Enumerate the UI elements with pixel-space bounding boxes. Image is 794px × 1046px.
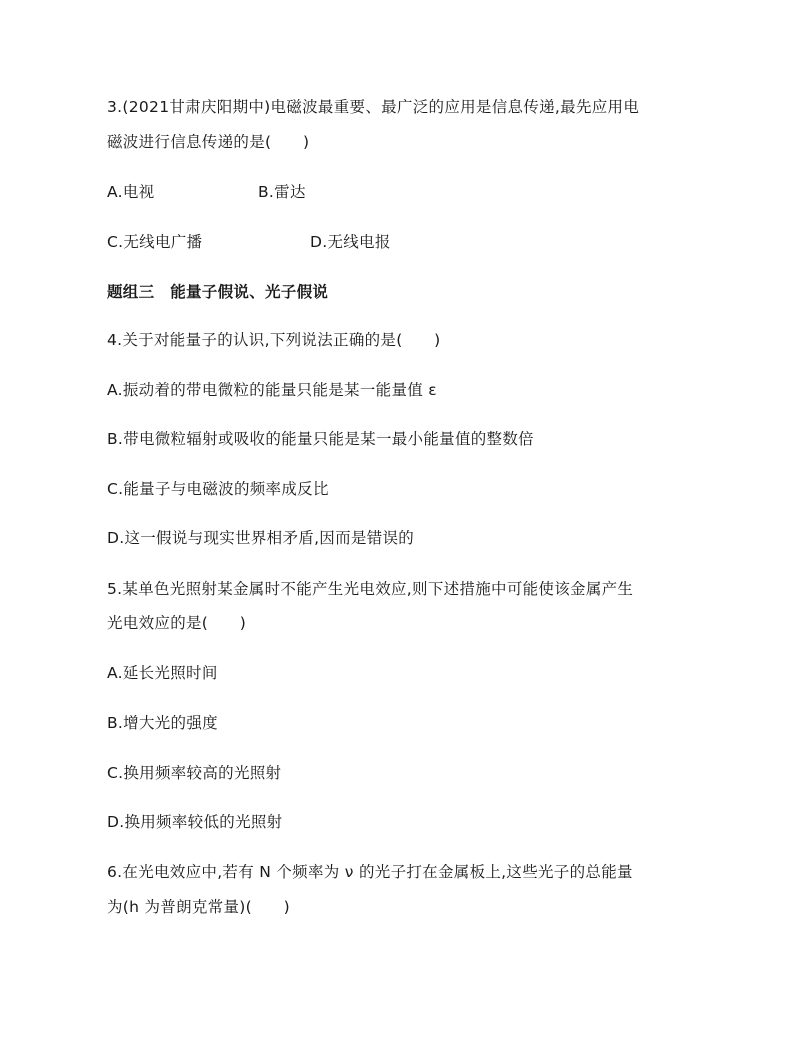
group3-heading: 题组三 能量子假说、光子假说 xyxy=(107,283,329,301)
q5-option-b: B.增大光的强度 xyxy=(107,714,218,732)
q5-stem-line1: 5.某单色光照射某金属时不能产生光电效应,则下述措施中可能使该金属产生 xyxy=(107,580,634,598)
q3-stem-line2: 磁波进行信息传递的是( ) xyxy=(107,133,310,151)
q5-stem-line2: 光电效应的是( ) xyxy=(107,614,247,632)
q4-option-a: A.振动着的带电微粒的能量只能是某一能量值 ε xyxy=(107,381,437,399)
q5-option-c: C.换用频率较高的光照射 xyxy=(107,764,282,782)
q4-stem: 4.关于对能量子的认识,下列说法正确的是( ) xyxy=(107,331,441,349)
q6-stem-line1: 6.在光电效应中,若有 N 个频率为 ν 的光子打在金属板上,这些光子的总能量 xyxy=(107,863,633,881)
q6-stem-line2: 为(h 为普朗克常量)( ) xyxy=(107,898,290,916)
q3-stem-line1: 3.(2021甘肃庆阳期中)电磁波最重要、最广泛的应用是信息传递,最先应用电 xyxy=(107,98,640,116)
q5-option-a: A.延长光照时间 xyxy=(107,664,218,682)
q4-option-c: C.能量子与电磁波的频率成反比 xyxy=(107,480,329,498)
q3-option-b: B.雷达 xyxy=(258,183,306,201)
q4-option-d: D.这一假说与现实世界相矛盾,因而是错误的 xyxy=(107,529,415,547)
q3-option-d: D.无线电报 xyxy=(310,233,391,251)
q3-option-a: A.电视 xyxy=(107,183,155,201)
q4-option-b: B.带电微粒辐射或吸收的能量只能是某一最小能量值的整数倍 xyxy=(107,430,534,448)
q3-option-c: C.无线电广播 xyxy=(107,233,203,251)
q5-option-d: D.换用频率较低的光照射 xyxy=(107,813,283,831)
